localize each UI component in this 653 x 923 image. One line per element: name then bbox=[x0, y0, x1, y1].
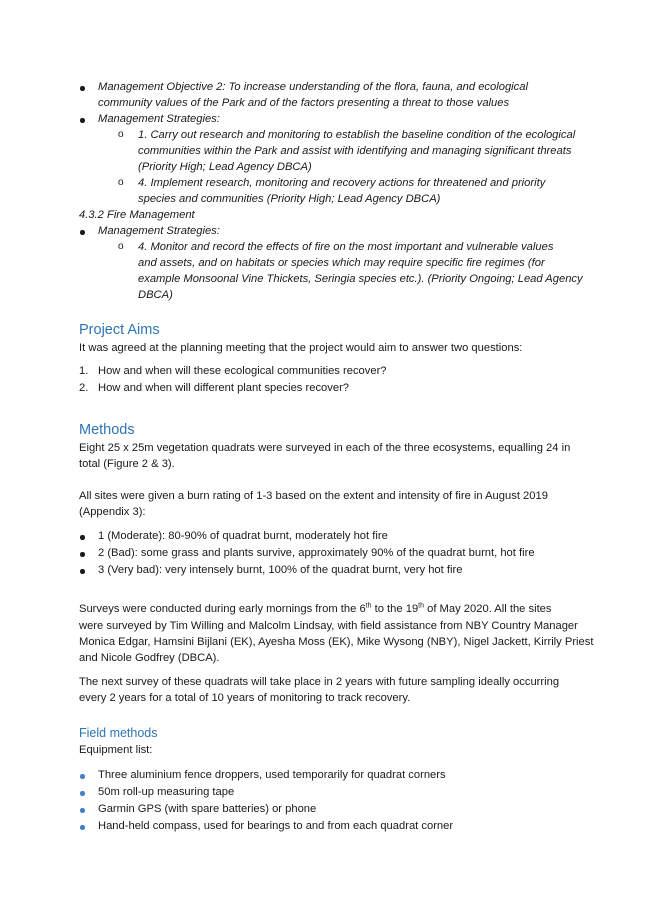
bullet bbox=[80, 118, 85, 123]
fire-strategies-label: Management Strategies: bbox=[98, 225, 220, 237]
survey-text-c: of May 2020. All the sites bbox=[424, 603, 552, 615]
project-aims-heading: Project Aims bbox=[79, 322, 160, 338]
fire-strategy-4-line-2: and assets, and on habitats or species which may require specific fire regimes (for bbox=[138, 257, 545, 269]
fire-management-heading: 4.3.2 Fire Management bbox=[79, 209, 195, 221]
objective-2-line-2: community values of the Park and of the factors presenting a threat to those values bbox=[98, 97, 510, 109]
fire-strategy-4-line-1: 4. Monitor and record the effects of fire on the most important and vulnerable values bbox=[138, 241, 554, 253]
equipment-list-label: Equipment list: bbox=[79, 744, 153, 756]
bullet bbox=[80, 552, 85, 557]
sub-bullet-circle: o bbox=[118, 241, 124, 252]
survey-line-3: Monica Edgar, Hamsini Bijlani (EK), Ayesha Moss (EK), Mike Wysong (NBY), Nigel Jackett, Kirrily Priest bbox=[79, 636, 594, 648]
methods-para-1-line-2: total (Figure 2 & 3). bbox=[79, 458, 175, 470]
equipment-item: Garmin GPS (with spare batteries) or phone bbox=[98, 803, 317, 815]
burn-rating-3: 3 (Very bad): very intensely burnt, 100% of the quadrat burnt, very hot fire bbox=[98, 564, 463, 576]
equipment-item: 50m roll-up measuring tape bbox=[98, 786, 235, 798]
management-strategies-label: Management Strategies: bbox=[98, 113, 220, 125]
strategy-4-line-2: species and communities (Priority High; Lead Agency DBCA) bbox=[138, 193, 441, 205]
question-text: How and when will different plant species recover? bbox=[98, 382, 350, 394]
equipment-item: Hand-held compass, used for bearings to and from each quadrat corner bbox=[98, 820, 454, 832]
bullet bbox=[80, 774, 85, 779]
strategy-1-line-2: communities within the Park and assist with identifying and managing significant threats bbox=[138, 145, 572, 157]
sub-bullet-circle: o bbox=[118, 129, 124, 140]
strategy-1-line-1: 1. Carry out research and monitoring to establish the baseline condition of the ecological bbox=[138, 129, 576, 141]
survey-line-2: were surveyed by Tim Willing and Malcolm Lindsay, with field assistance from NBY Country Manager bbox=[79, 620, 578, 632]
objective-2-line-1: Management Objective 2: To increase understanding of the flora, fauna, and ecological bbox=[98, 81, 528, 93]
next-survey-line-2: every 2 years for a total of 10 years of monitoring to track recovery. bbox=[79, 692, 411, 704]
question-number: 1. bbox=[79, 365, 89, 377]
survey-sup-1: th bbox=[365, 602, 372, 610]
bullet bbox=[80, 791, 85, 796]
burn-rating-2: 2 (Bad): some grass and plants survive, approximately 90% of the quadrat burnt, hot fire bbox=[98, 547, 535, 559]
question-text: How and when will these ecological communities recover? bbox=[98, 365, 387, 377]
question-number: 2. bbox=[79, 382, 89, 394]
bullet bbox=[80, 825, 85, 830]
equipment-item: Three aluminium fence droppers, used temporarily for quadrat corners bbox=[98, 769, 446, 781]
strategy-4-line-1: 4. Implement research, monitoring and recovery actions for threatened and priority bbox=[138, 177, 546, 189]
strategy-1-line-3: (Priority High; Lead Agency DBCA) bbox=[138, 161, 312, 173]
methods-heading: Methods bbox=[79, 422, 135, 438]
survey-line-1 bbox=[79, 601, 552, 617]
fire-strategy-4-line-4: DBCA) bbox=[138, 289, 173, 301]
methods-para-1-line-1: Eight 25 x 25m vegetation quadrats were surveyed in each of the three ecosystems, equalling 24 in bbox=[79, 442, 571, 454]
survey-sup-2: th bbox=[418, 602, 425, 610]
bullet bbox=[80, 535, 85, 540]
next-survey-line-1: The next survey of these quadrats will take place in 2 years with future sampling ideally occurring bbox=[79, 676, 560, 688]
survey-line-4: and Nicole Godfrey (DBCA). bbox=[79, 652, 220, 664]
project-aims-intro: It was agreed at the planning meeting that the project would aim to answer two questions: bbox=[79, 342, 523, 354]
bullet bbox=[80, 569, 85, 574]
bullet bbox=[80, 86, 85, 91]
fire-strategy-4-line-3: example Monsoonal Vine Thickets, Seringia species etc.). (Priority Ongoing; Lead Agency bbox=[138, 273, 583, 285]
bullet bbox=[80, 230, 85, 235]
methods-para-2-line-2: (Appendix 3): bbox=[79, 506, 146, 518]
burn-rating-1: 1 (Moderate): 80-90% of quadrat burnt, moderately hot fire bbox=[98, 530, 388, 542]
bullet bbox=[80, 808, 85, 813]
survey-text-b: to the 19 bbox=[371, 603, 419, 615]
survey-text-a: Surveys were conducted during early mornings from the 6 bbox=[79, 603, 366, 615]
methods-para-2-line-1: All sites were given a burn rating of 1-3 based on the extent and intensity of fire in August 2019 bbox=[79, 490, 548, 502]
sub-bullet-circle: o bbox=[118, 177, 124, 188]
field-methods-heading: Field methods bbox=[79, 726, 158, 740]
